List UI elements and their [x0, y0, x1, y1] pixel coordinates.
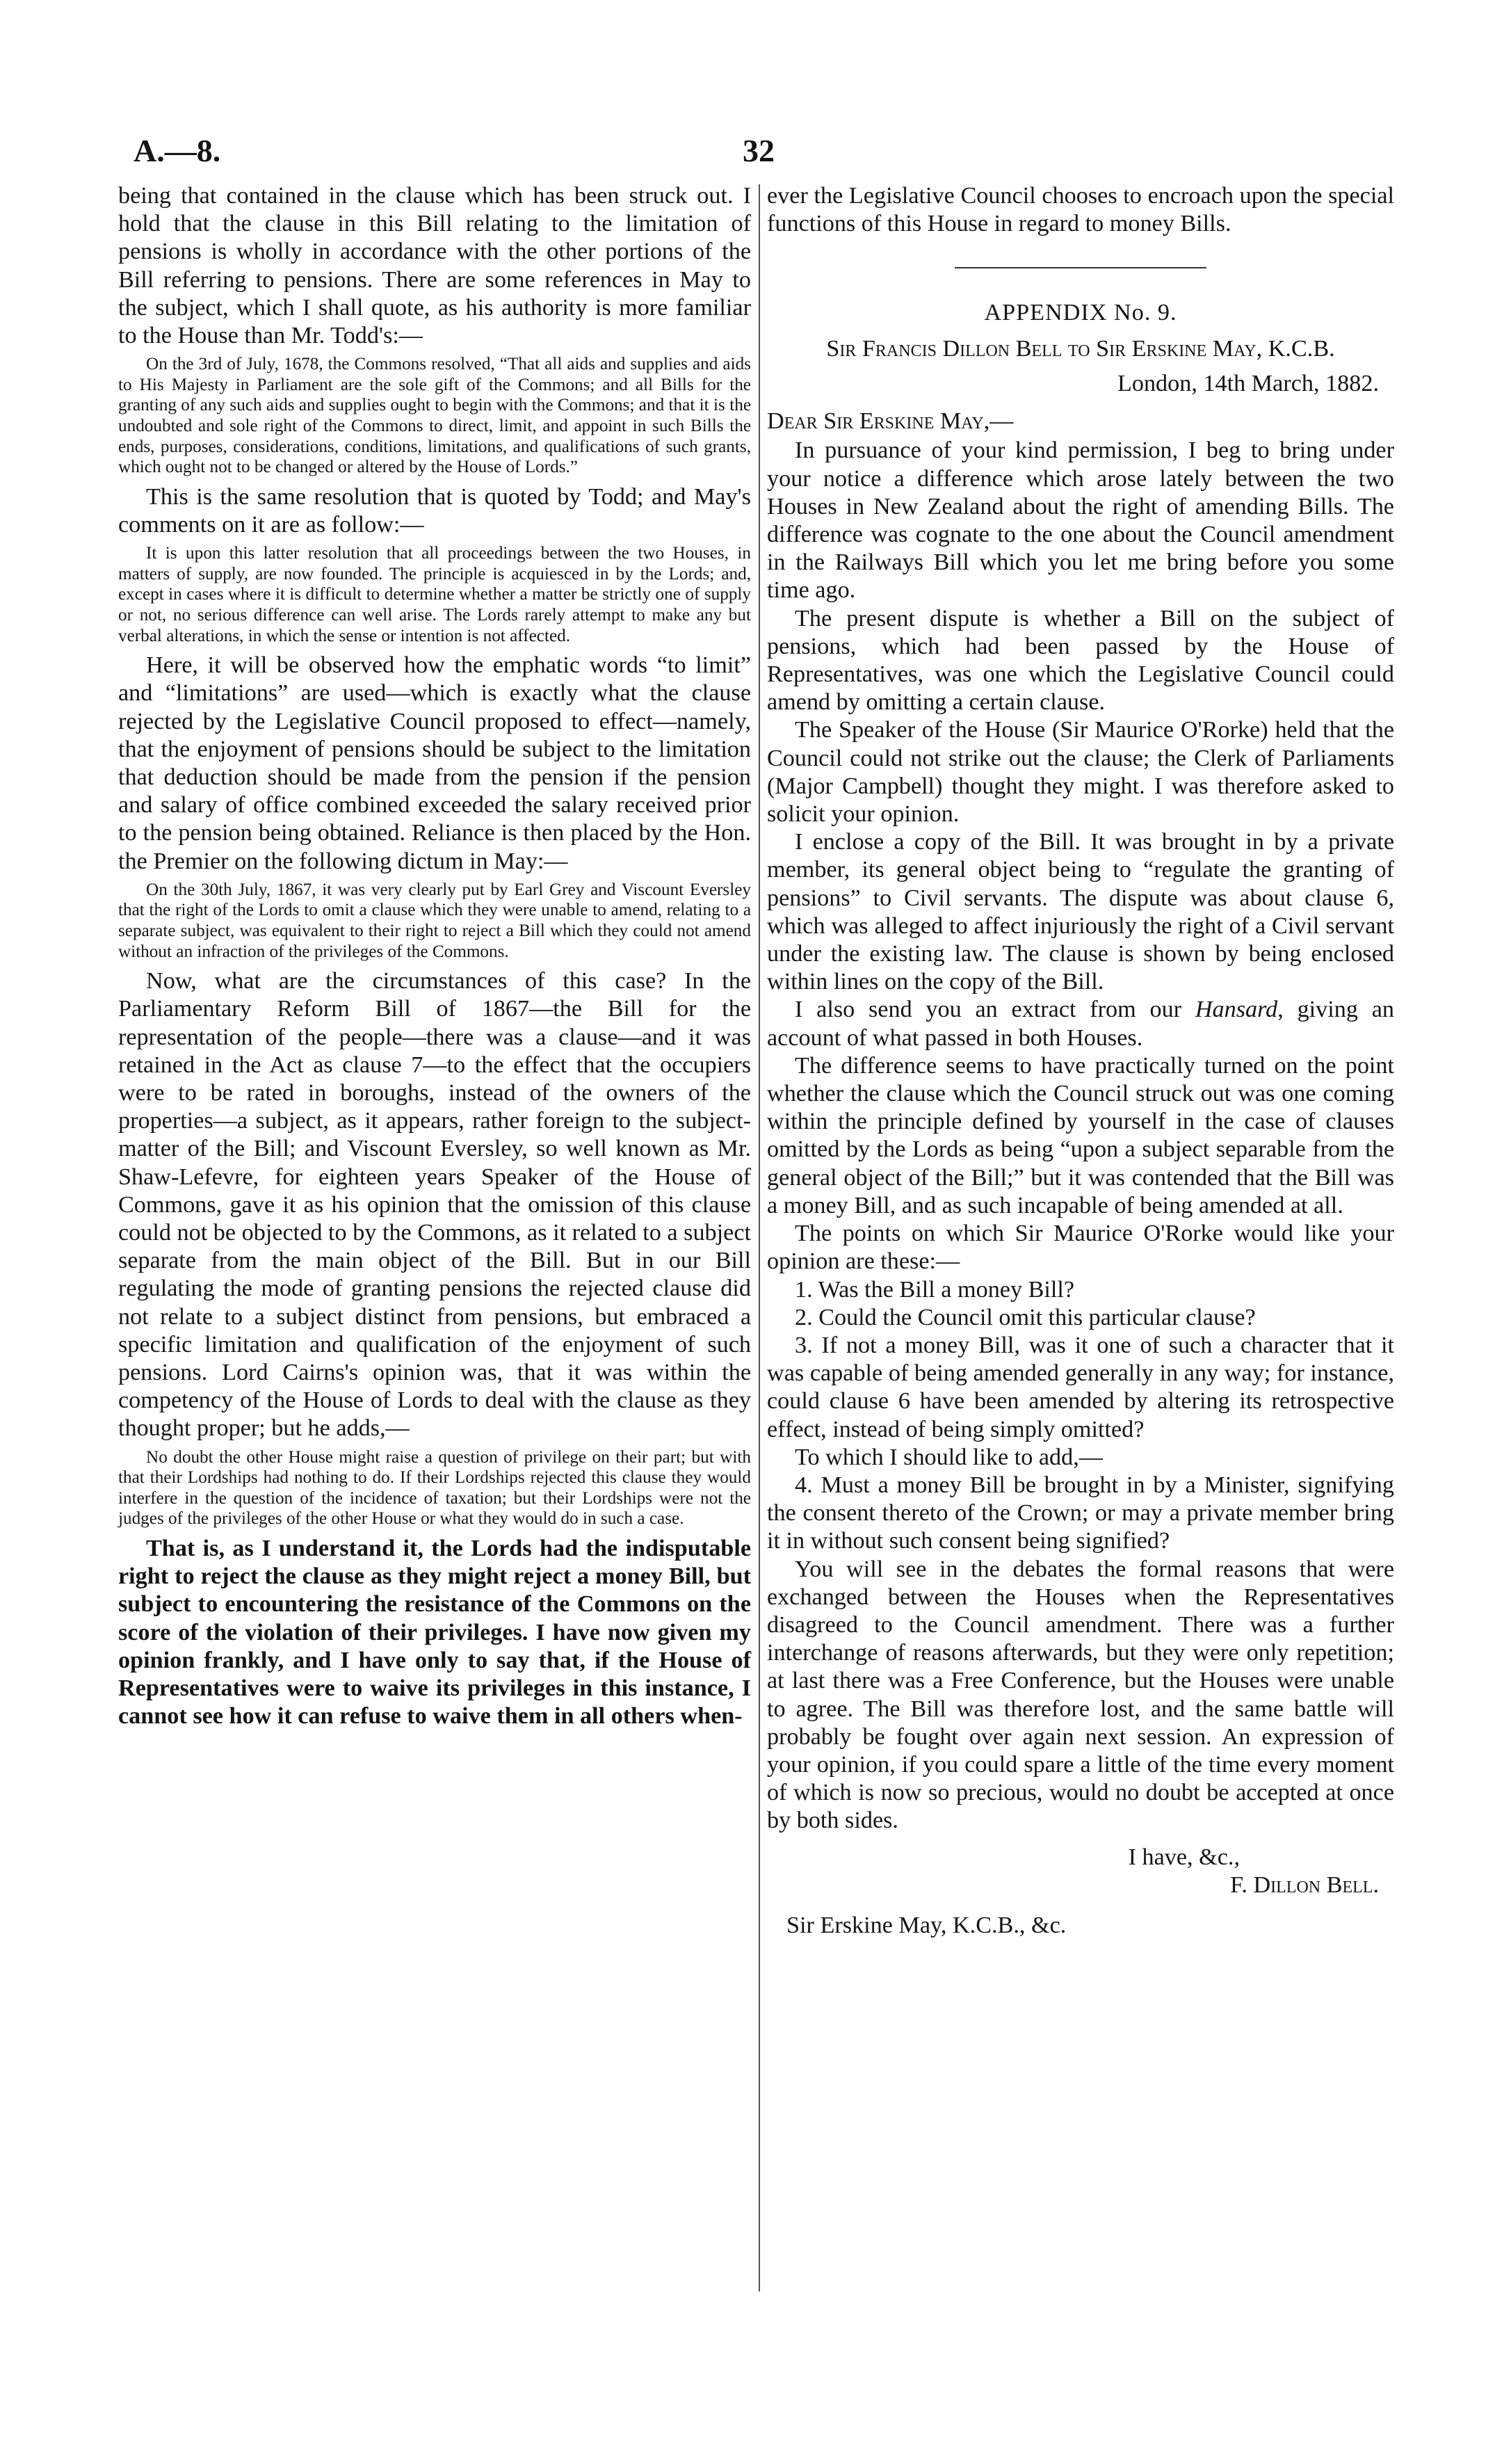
- paragraph: This is the same resolution that is quoted by Todd; and May's comments on it are as follow:—: [118, 483, 751, 538]
- paragraph: That is, as I understand it, the Lords had the indisputable right to reject the clause as they might reject a money Bill, but subject to encountering the resistance of the Commons on the score of the violation of their privileges. I have now given my opinion frankly, and I have only to say that, if the House of Representatives were to waive its privileges in this instance, I cannot see how it can refuse to waive them in all others when-: [118, 1535, 751, 1730]
- quoted-extract: On the 3rd of July, 1678, the Commons resolved, “That all aids and supplies and aids to His Majesty in Parliament are the sole gift of the Commons; and all Bills for the granting of any such aids and supplies ought to begin with the Commons; and that it is the undoubted and sole right of the Commons to direct, limit, and appoint in such Bills the ends, purposes, considerations, conditions, limitations, and qualifications of such grants, which ought not to be changed or altered by the House of Lords.”: [118, 355, 751, 477]
- continued-paragraph: ever the Legislative Council chooses to encroach upon the special functions of this House in regard to money Bills.: [767, 183, 1394, 237]
- paragraph: The points on which Sir Maurice O'Rorke would like your opinion are these:—: [767, 1221, 1394, 1275]
- appendix-title: APPENDIX No. 9.: [984, 300, 1177, 326]
- left-column: [118, 182, 751, 1730]
- letter-addressee: Sir Erskine May, K.C.B., &c.: [786, 1912, 1067, 1938]
- quoted-extract: On the 30th July, 1867, it was very clearly put by Earl Grey and Viscount Eversley that the right of the Lords to omit a clause which they were unable to amend, relating to a separate subject, was equivalent to their right to reject a Bill which they could not amend without an infraction of the privileges of the Commons.: [118, 880, 751, 961]
- appendix-correspondents: Sir Francis Dillon Bell to Sir Erskine May, K.C.B.: [826, 336, 1335, 362]
- paragraph: The Speaker of the House (Sir Maurice O'Rorke) held that the Council could not strike out the clause; the Clerk of Parliaments (Major Campbell) thought they might. I was therefore asked to solicit your opinion.: [767, 717, 1394, 828]
- section-rule: [955, 267, 1206, 268]
- paragraph: You will see in the debates the formal reasons that were exchanged between the Houses when the Representatives disagreed to the Council amendment. There was a further interchange of reasons afterwards, but they were only repetition; at last there was a Free Conference, but the Houses were unable to agree. The Bill was therefore lost, and the same battle will probably be fought over again next session. An expression of your opinion, if you could spare a little of the time every moment of which is now so precious, would no doubt be accepted at once by both sides.: [767, 1556, 1394, 1834]
- letter-signoff: I have, &c.,: [1128, 1844, 1240, 1870]
- paragraph: being that contained in the clause which has been struck out. I hold that the clause in this Bill relating to the limitation of pensions is wholly in accordance with the other portions of the Bill referring to pensions. There are some references in May to the subject, which I shall quote, as his authority is more familiar to the House than Mr. Todd's:—: [118, 183, 751, 349]
- numbered-point: To which I should like to add,—: [795, 1444, 1103, 1470]
- quoted-extract: No doubt the other House might raise a question of privilege on their part; but with that their Lordships had nothing to do. If their Lordships rejected this clause they would interfere in the question of the incidence of taxation; but their Lordships were not the judges of the privileges of the other House or what they would do in such a case.: [118, 1447, 751, 1529]
- letter-salutation: Dear Sir Erskine May,—: [767, 408, 1014, 435]
- paragraph: The present dispute is whether a Bill on the subject of pensions, which had been passed by the House of Representatives, was one which the Legislative Council could amend by omitting a certain clause.: [767, 605, 1394, 716]
- column-divider: [759, 184, 760, 2292]
- letter-signature: F. Dillon Bell.: [1230, 1871, 1379, 1898]
- paragraph: Now, what are the circumstances of this case? In the Parliamentary Reform Bill of 1867—the Bill for the representation of the people—there was a clause—and it was retained in the Act as clause 7—to the effect that the occupiers were to be rated in boroughs, instead of the owners of the properties—a subject, as it appears, rather foreign to the subject-matter of the Bill; and Viscount Eversley, so well known as Mr. Shaw-Lefevre, for eighteen years Speaker of the House of Commons, gave it as his opinion that the omission of this clause could not be objected to by the Commons, as it related to a subject separate from the main object of the Bill. But in our Bill regulating the mode of granting pensions the rejected clause did not relate to a subject distinct from pensions, but embraced a specific limitation and qualification of the enjoyment of such pensions. Lord Cairns's opinion was, that it was within the competency of the House of Lords to deal with the clause as they thought proper; but he adds,—: [118, 968, 751, 1442]
- letter-body: [767, 437, 1394, 1835]
- paragraph: In pursuance of your kind permission, I beg to bring under your notice a difference which arose lately between the two Houses in New Zealand about the right of amending Bills. The difference was cognate to the one about the Council amendment in the Railways Bill which you let me bring before you some time ago.: [767, 437, 1394, 604]
- numbered-point: 4. Must a money Bill be brought in by a Minister, signifying the consent thereto of the Crown; or may a private member bring it in without such consent being signified?: [767, 1472, 1394, 1554]
- numbered-point: 2. Could the Council omit this particular clause?: [795, 1304, 1256, 1330]
- paragraph: I also send you an extract from our Hansard, giving an account of what passed in both Houses.: [767, 997, 1394, 1051]
- paragraph: The difference seems to have practically turned on the point whether the clause which the Council struck out was one coming within the principle defined by yourself in the case of clauses omitted by the Lords as being “upon a subject separable from the general object of the Bill;” but it was contended that the Bill was a money Bill, and as such incapable of being amended at all.: [767, 1052, 1394, 1218]
- right-column: [767, 182, 1394, 1940]
- page-number: 32: [743, 133, 775, 168]
- paragraph: Here, it will be observed how the emphatic words “to limit” and “limitations” are used—which is exactly what the clause rejected by the Legislative Council proposed to effect—namely, that the enjoyment of pensions should be subject to the limitation that deduction should be made from the pension if the pension and salary of office combined exceeded the salary received prior to the pension being obtained. Reliance is then placed by the Hon. the Premier on the following dictum in May:—: [118, 652, 751, 874]
- quoted-extract: It is upon this latter resolution that all proceedings between the two Houses, in matters of supply, are now founded. The principle is acquiesced in by the Lords; and, except in cases where it is difficult to determine whether a matter be strictly one of supply or not, no serious difference can well arise. The Lords rarely attempt to make any but verbal alterations, in which the sense or intention is not affected.: [118, 544, 751, 645]
- letter-date: London, 14th March, 1882.: [1117, 371, 1379, 397]
- numbered-point: 3. If not a money Bill, was it one of such a character that it was capable of being amended generally in any way; for instance, could clause 6 have been amended by altering its retrospective effect, instead of being simply omitted?: [767, 1332, 1394, 1442]
- hansard-title: Hansard: [1195, 997, 1278, 1023]
- numbered-point: 1. Was the Bill a money Bill?: [795, 1276, 1075, 1303]
- paper-reference: A.—8.: [134, 133, 221, 168]
- paragraph: I enclose a copy of the Bill. It was brought in by a private member, its general object being to “regulate the granting of pensions” to Civil servants. The dispute was about clause 6, which was alleged to affect injuriously the right of a Civil servant under the existing law. The clause is shown by being enclosed within lines on the copy of the Bill.: [767, 829, 1394, 995]
